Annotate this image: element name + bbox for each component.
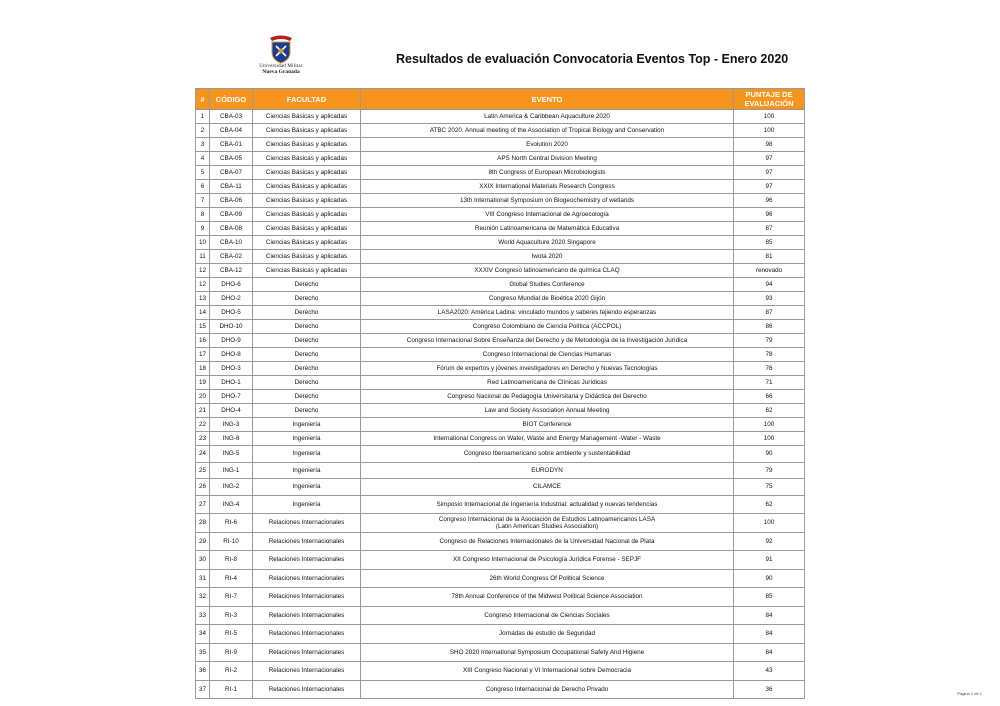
- cell-facultad: Relaciones Internacionales: [253, 588, 361, 607]
- cell-codigo: CBA-09: [210, 208, 253, 222]
- cell-codigo: RI-8: [210, 551, 253, 570]
- table-row: [196, 250, 805, 264]
- cell-puntaje: 84: [734, 606, 805, 625]
- cell-codigo: CBA-11: [210, 180, 253, 194]
- cell-puntaje: 96: [734, 208, 805, 222]
- cell-num: 23: [196, 432, 210, 446]
- cell-codigo: ING-5: [210, 446, 253, 463]
- cell-num: 10: [196, 236, 210, 250]
- table-row: [196, 606, 805, 625]
- table-row: [196, 588, 805, 607]
- cell-num: 1: [196, 110, 210, 124]
- table-row: [196, 404, 805, 418]
- cell-facultad: Ciencias Básicas y aplicadas: [253, 222, 361, 236]
- table-row: [196, 236, 805, 250]
- header-puntaje-line1: PUNTAJE DE: [745, 90, 793, 99]
- cell-num: 14: [196, 306, 210, 320]
- cell-codigo: DHO-2: [210, 292, 253, 306]
- cell-codigo: RI-1: [210, 680, 253, 699]
- cell-evento: Congreso Nacional de Pedagogía Universitaria y Didáctica del Derecho: [361, 390, 734, 404]
- cell-facultad: Derecho: [253, 404, 361, 418]
- cell-puntaje: 85: [734, 236, 805, 250]
- cell-puntaje: 43: [734, 662, 805, 681]
- table-row: [196, 138, 805, 152]
- table-row: [196, 348, 805, 362]
- cell-facultad: Ciencias Básicas y aplicadas: [253, 110, 361, 124]
- cell-evento: LASA2020: Amërica Ladina: vinculado mundos y saberes tejiendo esperanzas: [361, 306, 734, 320]
- cell-evento: Law and Society Association Annual Meeting: [361, 404, 734, 418]
- cell-codigo: DHO-6: [210, 278, 253, 292]
- cell-facultad: Relaciones Internacionales: [253, 532, 361, 551]
- cell-facultad: Relaciones Internacionales: [253, 680, 361, 699]
- cell-facultad: Ingeniería: [253, 479, 361, 496]
- cell-facultad: Relaciones Internacionales: [253, 662, 361, 681]
- cell-codigo: DHO-3: [210, 362, 253, 376]
- cell-evento: Congreso Internacional de Ciencias Sociales: [361, 606, 734, 625]
- cell-evento: Iwota 2020: [361, 250, 734, 264]
- cell-facultad: Ciencias Básicas y aplicadas: [253, 194, 361, 208]
- table-row: [196, 194, 805, 208]
- cell-puntaje: 86: [734, 320, 805, 334]
- cell-num: 34: [196, 625, 210, 644]
- header-puntaje: [734, 89, 805, 110]
- cell-facultad: Ciencias Básicas y aplicadas: [253, 138, 361, 152]
- cell-evento: Simposio Internacional de Ingeniería Industrial: actualidad y nuevas tendencias: [361, 495, 734, 514]
- shield-crest-icon: [268, 34, 294, 64]
- cell-facultad: Ingeniería: [253, 462, 361, 479]
- cell-evento: Evolution 2020: [361, 138, 734, 152]
- cell-num: 32: [196, 588, 210, 607]
- cell-facultad: Ciencias Básicas y aplicadas: [253, 250, 361, 264]
- cell-facultad: Ciencias Básicas y aplicadas: [253, 208, 361, 222]
- cell-evento: Reunión Latinoamericana de Matemática Educativa: [361, 222, 734, 236]
- header-puntaje-line2: EVALUACIÓN: [744, 99, 794, 108]
- cell-facultad: Relaciones Internacionales: [253, 643, 361, 662]
- cell-num: 36: [196, 662, 210, 681]
- cell-num: 28: [196, 514, 210, 533]
- cell-codigo: CBA-06: [210, 194, 253, 208]
- cell-codigo: ING-3: [210, 418, 253, 432]
- cell-facultad: Relaciones Internacionales: [253, 569, 361, 588]
- cell-num: 16: [196, 334, 210, 348]
- cell-facultad: Ciencias Básicas y aplicadas: [253, 180, 361, 194]
- cell-num: 5: [196, 166, 210, 180]
- cell-evento: SHO 2020 International Symposium Occupational Safety And Higiene: [361, 643, 734, 662]
- cell-facultad: Ciencias Básicas y aplicadas: [253, 166, 361, 180]
- table-row: [196, 124, 805, 138]
- cell-puntaje: 81: [734, 250, 805, 264]
- cell-puntaje: 100: [734, 418, 805, 432]
- table-row: [196, 495, 805, 514]
- cell-puntaje: 36: [734, 680, 805, 699]
- cell-codigo: RI-7: [210, 588, 253, 607]
- table-row: [196, 390, 805, 404]
- table-row: [196, 432, 805, 446]
- cell-evento: World Aquaculture 2020 Singapore: [361, 236, 734, 250]
- cell-codigo: RI-2: [210, 662, 253, 681]
- cell-evento: ATBC 2020. Annual meeting of the Association of Tropical Biology and Conservation: [361, 124, 734, 138]
- table-row: [196, 680, 805, 699]
- header-codigo: CÓDIGO: [210, 89, 253, 110]
- header-num: #: [196, 89, 210, 110]
- cell-codigo: CBA-12: [210, 264, 253, 278]
- cell-puntaje: 97: [734, 166, 805, 180]
- cell-codigo: DHO-10: [210, 320, 253, 334]
- table-row: [196, 376, 805, 390]
- table-row: [196, 514, 805, 533]
- table-row: [196, 362, 805, 376]
- cell-puntaje: 97: [734, 152, 805, 166]
- cell-facultad: Ciencias Básicas y aplicadas: [253, 236, 361, 250]
- cell-num: 37: [196, 680, 210, 699]
- cell-puntaje: 87: [734, 306, 805, 320]
- cell-codigo: CBA-04: [210, 124, 253, 138]
- cell-num: 17: [196, 348, 210, 362]
- table-row: [196, 334, 805, 348]
- cell-puntaje: 78: [734, 348, 805, 362]
- cell-puntaje: 79: [734, 334, 805, 348]
- results-table: [195, 88, 805, 699]
- cell-evento: XXIX International Materials Research Congress: [361, 180, 734, 194]
- cell-codigo: RI-3: [210, 606, 253, 625]
- university-logo: [253, 34, 309, 88]
- cell-puntaje: 85: [734, 588, 805, 607]
- cell-num: 12: [196, 278, 210, 292]
- cell-codigo: RI-5: [210, 625, 253, 644]
- cell-num: 7: [196, 194, 210, 208]
- cell-evento: Congreso Colombiano de Ciencia Política (ACCPOL): [361, 320, 734, 334]
- cell-facultad: Ingeniería: [253, 495, 361, 514]
- cell-num: 26: [196, 479, 210, 496]
- table-row: [196, 643, 805, 662]
- cell-puntaje: 62: [734, 495, 805, 514]
- table-row: [196, 278, 805, 292]
- table-row: [196, 569, 805, 588]
- cell-facultad: Relaciones Internacionales: [253, 514, 361, 533]
- cell-puntaje: 98: [734, 138, 805, 152]
- cell-evento: BIOT Conference: [361, 418, 734, 432]
- cell-evento: Congreso Iberoamericano sobre ambiente y sustentabilidad: [361, 446, 734, 463]
- cell-num: 12: [196, 264, 210, 278]
- cell-codigo: ING-6: [210, 432, 253, 446]
- cell-codigo: RI-6: [210, 514, 253, 533]
- cell-puntaje: 62: [734, 404, 805, 418]
- cell-codigo: DHO-1: [210, 376, 253, 390]
- cell-evento: EURODYN: [361, 462, 734, 479]
- cell-puntaje: 91: [734, 551, 805, 570]
- cell-codigo: CBA-05: [210, 152, 253, 166]
- cell-codigo: CBA-08: [210, 222, 253, 236]
- cell-puntaje: 90: [734, 446, 805, 463]
- cell-evento: XIII Congreso Nacional y VI Internacional sobre Democracia: [361, 662, 734, 681]
- cell-codigo: CBA-03: [210, 110, 253, 124]
- cell-facultad: Ingeniería: [253, 418, 361, 432]
- table-row: [196, 222, 805, 236]
- table-row: [196, 166, 805, 180]
- cell-codigo: DHO-7: [210, 390, 253, 404]
- cell-codigo: RI-10: [210, 532, 253, 551]
- page-number: Página 1 de 1: [957, 691, 982, 696]
- cell-puntaje: 76: [734, 362, 805, 376]
- table-row: [196, 306, 805, 320]
- cell-num: 24: [196, 446, 210, 463]
- cell-facultad: Relaciones Internacionales: [253, 551, 361, 570]
- cell-num: 21: [196, 404, 210, 418]
- cell-puntaje: 90: [734, 569, 805, 588]
- cell-evento: Global Studies Conference: [361, 278, 734, 292]
- cell-num: 30: [196, 551, 210, 570]
- table-row: [196, 110, 805, 124]
- table-row: [196, 479, 805, 496]
- table-row: [196, 446, 805, 463]
- cell-num: 29: [196, 532, 210, 551]
- cell-facultad: Ingeniería: [253, 432, 361, 446]
- table-header-row: [196, 89, 805, 110]
- cell-facultad: Ciencias Básicas y aplicadas: [253, 152, 361, 166]
- cell-puntaje: 96: [734, 194, 805, 208]
- cell-puntaje: 100: [734, 110, 805, 124]
- cell-evento: Congreso Internacional Sobre Enseñanza del Derecho y de Metodología de la Investigación Jurídica: [361, 334, 734, 348]
- logo-line-1: Universidad Militar: [259, 64, 303, 69]
- cell-facultad: Ingeniería: [253, 446, 361, 463]
- table-row: [196, 625, 805, 644]
- cell-codigo: RI-4: [210, 569, 253, 588]
- table-row: [196, 320, 805, 334]
- cell-facultad: Derecho: [253, 320, 361, 334]
- table-row: [196, 662, 805, 681]
- cell-num: 18: [196, 362, 210, 376]
- cell-facultad: Relaciones Internacionales: [253, 625, 361, 644]
- table-row: [196, 418, 805, 432]
- cell-evento: Congreso de Relaciones Internacionales de la Universidad Nacional de Plata: [361, 532, 734, 551]
- cell-num: 8: [196, 208, 210, 222]
- cell-num: 19: [196, 376, 210, 390]
- cell-num: 6: [196, 180, 210, 194]
- cell-evento: Congreso Internacional de Derecho Privado: [361, 680, 734, 699]
- cell-facultad: Derecho: [253, 334, 361, 348]
- cell-evento: Congreso Internacional de la Asociación de Estudios Latinoamericanos LASA (Latin American Studies Association): [361, 514, 734, 533]
- cell-puntaje: 100: [734, 124, 805, 138]
- cell-evento: 26th World Congress Of Political Science: [361, 569, 734, 588]
- page-title: Resultados de evaluación Convocatoria Eventos Top - Enero 2020: [396, 52, 789, 66]
- cell-codigo: ING-1: [210, 462, 253, 479]
- cell-evento: XXXIV Congreso latinoamericano de química CLAQ: [361, 264, 734, 278]
- cell-facultad: Derecho: [253, 348, 361, 362]
- cell-puntaje: 93: [734, 292, 805, 306]
- cell-evento: International Congress on Water, Waste and Energy Management -Water - Waste: [361, 432, 734, 446]
- cell-puntaje: 79: [734, 462, 805, 479]
- cell-puntaje: renovado: [734, 264, 805, 278]
- table-row: [196, 551, 805, 570]
- cell-num: 13: [196, 292, 210, 306]
- cell-num: 35: [196, 643, 210, 662]
- table-row: [196, 462, 805, 479]
- table-row: [196, 264, 805, 278]
- cell-num: 4: [196, 152, 210, 166]
- cell-codigo: CBA-10: [210, 236, 253, 250]
- cell-facultad: Derecho: [253, 390, 361, 404]
- cell-evento: Red Latinoamericana de Clínicas Jurídicas: [361, 376, 734, 390]
- cell-facultad: Derecho: [253, 306, 361, 320]
- cell-evento: 78th Annual Conference of the Midwest Political Science Association: [361, 588, 734, 607]
- cell-facultad: Derecho: [253, 278, 361, 292]
- cell-puntaje: 100: [734, 514, 805, 533]
- cell-puntaje: 92: [734, 532, 805, 551]
- cell-codigo: ING-4: [210, 495, 253, 514]
- cell-facultad: Derecho: [253, 362, 361, 376]
- cell-num: 20: [196, 390, 210, 404]
- cell-num: 11: [196, 250, 210, 264]
- cell-evento: Latin America & Caribbean Aquaculture 2020: [361, 110, 734, 124]
- cell-codigo: CBA-07: [210, 166, 253, 180]
- cell-evento: 8th Congress of European Microbiologists: [361, 166, 734, 180]
- cell-codigo: CBA-01: [210, 138, 253, 152]
- cell-evento: VIII Congreso Internacional de Agroecología: [361, 208, 734, 222]
- logo-line-2: Nueva Granada: [262, 69, 300, 75]
- cell-codigo: ING-2: [210, 479, 253, 496]
- cell-facultad: Ciencias Básicas y aplicadas: [253, 124, 361, 138]
- table-row: [196, 152, 805, 166]
- cell-evento: APS North Central Division Meeting: [361, 152, 734, 166]
- cell-codigo: DHO-9: [210, 334, 253, 348]
- cell-evento: 13th International Symposium on Biogeochemistry of wetlands: [361, 194, 734, 208]
- cell-facultad: Derecho: [253, 376, 361, 390]
- table-row: [196, 180, 805, 194]
- header-facultad: FACULTAD: [253, 89, 361, 110]
- table-row: [196, 292, 805, 306]
- table-body: [196, 110, 805, 699]
- cell-num: 2: [196, 124, 210, 138]
- cell-facultad: Derecho: [253, 292, 361, 306]
- cell-puntaje: 97: [734, 180, 805, 194]
- table-row: [196, 532, 805, 551]
- table-row: [196, 208, 805, 222]
- cell-num: 3: [196, 138, 210, 152]
- cell-codigo: RI-9: [210, 643, 253, 662]
- cell-num: 15: [196, 320, 210, 334]
- cell-evento: Congreso Mundial de Bioética 2020 Gijón: [361, 292, 734, 306]
- cell-evento: XII Congreso Internacional de Psicología Jurídica Forense - SEPJF: [361, 551, 734, 570]
- cell-codigo: CBA-02: [210, 250, 253, 264]
- cell-puntaje: 94: [734, 278, 805, 292]
- cell-puntaje: 100: [734, 432, 805, 446]
- cell-puntaje: 87: [734, 222, 805, 236]
- cell-num: 22: [196, 418, 210, 432]
- cell-evento: CILAMCE: [361, 479, 734, 496]
- cell-evento: Fórum de expertos y jóvenes investigadores en Derecho y Nuevas Tecnologías: [361, 362, 734, 376]
- cell-num: 25: [196, 462, 210, 479]
- cell-puntaje: 75: [734, 479, 805, 496]
- cell-codigo: DHO-5: [210, 306, 253, 320]
- cell-puntaje: 84: [734, 643, 805, 662]
- cell-facultad: Ciencias Básicas y aplicadas: [253, 264, 361, 278]
- cell-puntaje: 84: [734, 625, 805, 644]
- cell-puntaje: 66: [734, 390, 805, 404]
- cell-facultad: Relaciones Internacionales: [253, 606, 361, 625]
- cell-evento: Congreso Internacional de Ciencias Humanas: [361, 348, 734, 362]
- cell-codigo: DHO-8: [210, 348, 253, 362]
- cell-evento: Jornadas de estudio de Seguridad: [361, 625, 734, 644]
- cell-num: 27: [196, 495, 210, 514]
- header-evento: EVENTO: [361, 89, 734, 110]
- cell-num: 31: [196, 569, 210, 588]
- cell-num: 33: [196, 606, 210, 625]
- cell-codigo: DHO-4: [210, 404, 253, 418]
- cell-puntaje: 71: [734, 376, 805, 390]
- cell-num: 9: [196, 222, 210, 236]
